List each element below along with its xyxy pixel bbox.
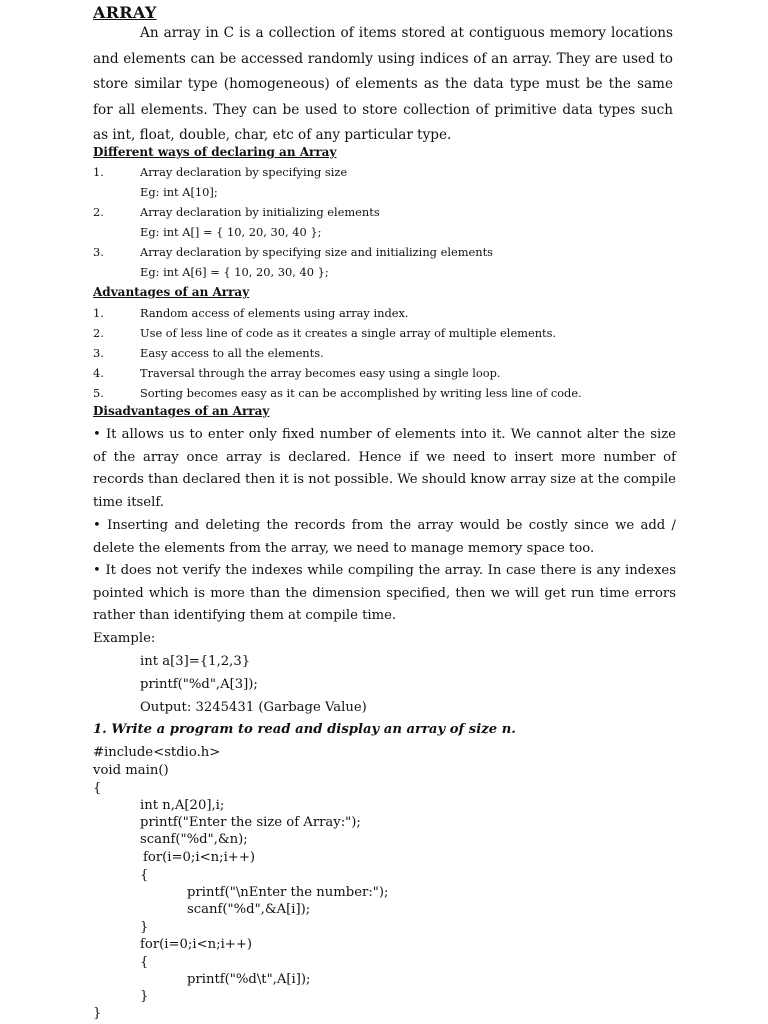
disadvantage-paragraph: • It does not verify the indexes while compiling the array. In case there is any indexes pointed which is more than the dimension specified, then we will get run time errors rather than identifying them at compile time. (93, 563, 676, 624)
list-item-example: Eg: int A[6] = { 10, 20, 30, 40 }; (140, 265, 329, 279)
declaring-heading: Different ways of declaring an Array (93, 145, 337, 159)
disadvantages-heading: Disadvantages of an Array (93, 404, 270, 418)
code-line: printf("Enter the size of Array:"); (140, 815, 361, 830)
code-line: printf("%d\t",A[i]); (187, 972, 311, 987)
disadvantage-paragraph: • It allows us to enter only fixed number of elements into it. We cannot alter the size of the array once array is declared. Hence if we need to insert more number of records than declared then it is not possible. We should know array size at the compile time itself. (93, 427, 676, 511)
code-line: { (93, 781, 102, 796)
advantages-heading: Advantages of an Array (93, 285, 250, 299)
code-line: for(i=0;i<n;i++) (143, 850, 256, 865)
list-item-example: Eg: int A[10]; (140, 185, 218, 199)
code-line: printf("\nEnter the number:"); (187, 885, 389, 900)
intro-paragraph: An array in C is a collection of items stored at contiguous memory locations and elements can be accessed randomly using indices of an array. They are used to store similar type (homogeneous) of elements as the data type must be the same for all elements. They can be used to store collection of primitive data types such as int, float, double, char, etc of any particular type. (93, 25, 673, 143)
disadvantage-paragraph: • Inserting and deleting the records from the array would be costly since we add / delete the elements from the array, we need to manage memory space too. (93, 518, 676, 556)
code-line: for(i=0;i<n;i++) (140, 937, 253, 952)
code-line: scanf("%d",&n); (140, 832, 248, 847)
code-line: #include<stdio.h> (93, 745, 221, 760)
example-line: printf("%d",A[3]); (140, 677, 258, 692)
code-line: } (140, 989, 149, 1004)
document-page: ARRAY An array in C is a collection of items stored at contiguous memory locations and elements can be accessed randomly using indices of an array. They are used to store similar type (homogeneous) of elements as the data type must be the same for all elements. They can be used to store collection of primitive data types such as int, float, double, char, etc of any particular type. Different ways of declaring an Array 1. Array declaration by specifying size Eg: int A[10]; 2. Array declaration by initializing elements Eg: int A[] = { 10, 20, 30, 40 }; 3. Array declaration by specifying size and initializing elements Eg: int A[6] = { 10, 20, 30, 40 }; Advantages of an Array 1. Random access of elements using array index. 2. Use of less line of code as it creates a single array of multiple elements. 3. Easy access to all the elements. 4. Traversal through the array becomes easy using a single loop. 5. Sorting becomes easy as it can be accomplished by writing less line of code. Disadvantages of an Array • It allows us to enter only fixed number of elements into it. We cannot alter the size of the array once array is declared. Hence if we need to insert more number of records than declared then it is not possible. We should know array size at the compile time itself. • Inserting and deleting the records from the array would be costly since we add / delete the elements from the array, we need to manage memory space too. • It does not verify the indexes while compiling the array. In case there is any indexes pointed which is more than the dimension specified, then we will get run time errors rather than identifying them at compile time. Example: int a[3]={1,2,3} printf("%d",A[3]); Output: 3245431 (Garbage Value) 1. Write a program to read and display an array of size n. #include<stdio.h> void main() { int n,A[20],i; printf("Enter the size of Array:"); scanf("%d",&n); for(i=0;i<n;i++) { printf("\nEnter the number:"); scanf("%d",&A[i]); } for(i=0;i<n;i++) { printf("%d\t",A[i]); } } (93, 3, 676, 1021)
example-line: Output: 3245431 (Garbage Value) (140, 700, 367, 715)
code-line: void main() (93, 763, 169, 778)
list-item-example: Eg: int A[] = { 10, 20, 30, 40 }; (140, 225, 322, 239)
code-line: } (140, 920, 149, 935)
code-line: scanf("%d",&A[i]); (187, 902, 311, 917)
page-title: ARRAY (93, 3, 157, 22)
example-line: int a[3]={1,2,3} (140, 654, 251, 669)
code-line: { (140, 955, 149, 970)
code-line: } (93, 1006, 102, 1021)
code-line: int n,A[20],i; (140, 798, 225, 813)
code-line: { (140, 868, 149, 883)
program-question: 1. Write a program to read and display an array of size n. (93, 722, 516, 737)
example-label: Example: (93, 631, 156, 646)
